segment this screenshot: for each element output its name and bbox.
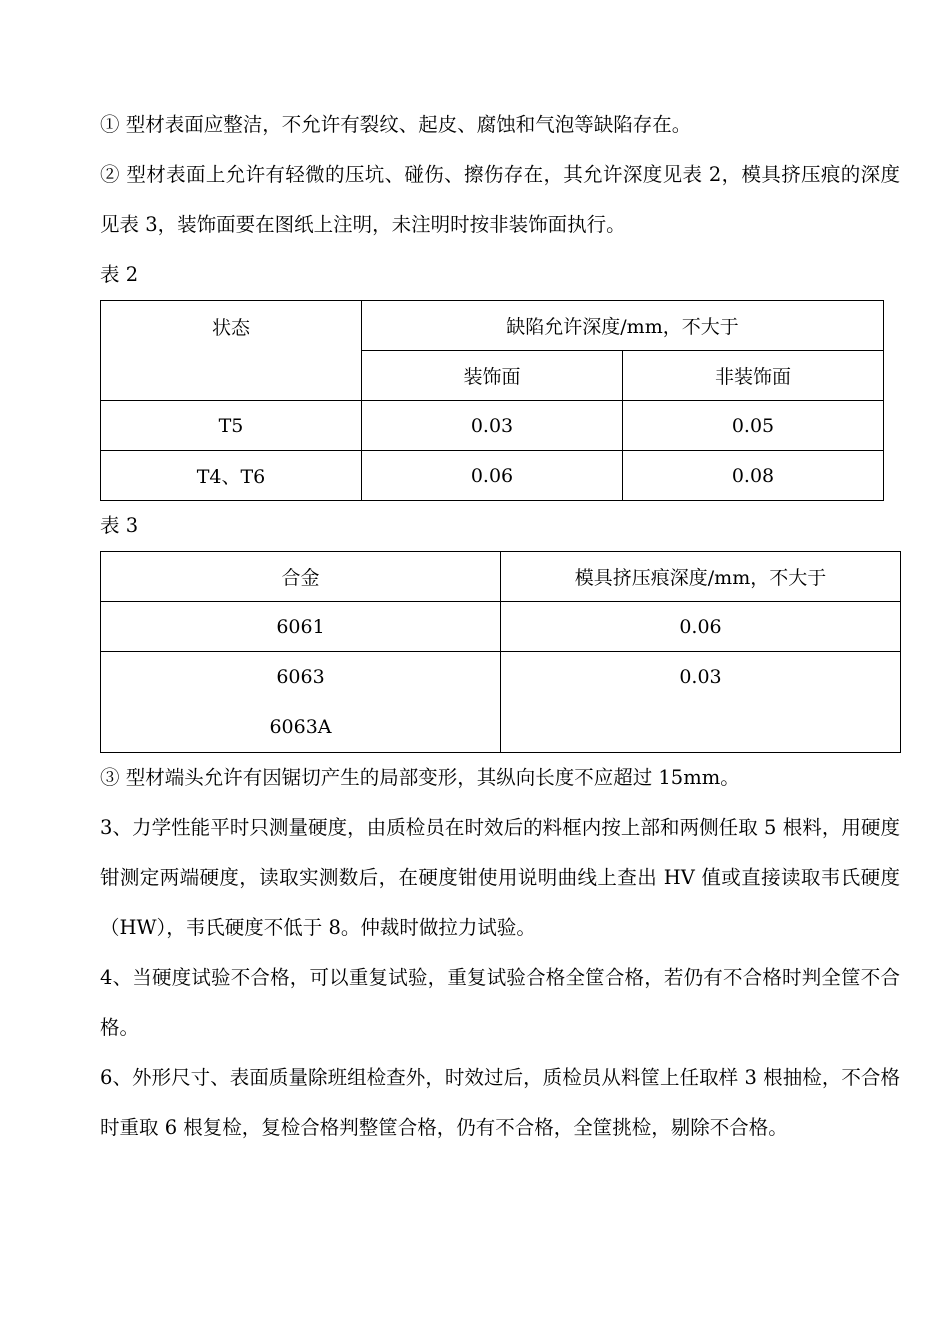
table2-caption: 表 2	[100, 263, 139, 286]
table3-caption: 表 3	[100, 514, 139, 537]
table2-cell-decorative: 0.06	[362, 451, 623, 501]
table-row	[101, 552, 901, 602]
table-row	[101, 652, 901, 753]
table3-cell-alloy: 6061	[101, 602, 501, 652]
table2-cell-nondecorative: 0.08	[623, 451, 884, 501]
paragraph-surface-defects: ② 型材表面上允许有轻微的压坑、碰伤、擦伤存在，其允许深度见表 2，模具挤压痕的深度见表 3，装饰面要在图纸上注明，未注明时按非装饰面执行。	[100, 163, 900, 236]
table-row	[101, 602, 901, 652]
table3-depth-value: 0.03	[679, 666, 722, 688]
table2-cell-state: T4、T6	[101, 451, 362, 501]
table-row	[101, 451, 884, 501]
table2-subheader-decorative: 装饰面	[362, 351, 623, 401]
table2-header-state: 状态	[101, 301, 362, 401]
table2-defect-depth	[100, 300, 884, 501]
table2-cell-nondecorative: 0.05	[623, 401, 884, 451]
table3-alloy-6063: 6063	[276, 666, 325, 688]
paragraph-surface-clean: ① 型材表面应整洁，不允许有裂纹、起皮、腐蚀和气泡等缺陷存在。	[100, 113, 692, 136]
table3-header-depth: 模具挤压痕深度/mm，不大于	[501, 552, 901, 602]
table-row	[101, 301, 884, 351]
document-page	[100, 100, 900, 1153]
table2-cell-state: T5	[101, 401, 362, 451]
table2-subheader-nondecorative: 非装饰面	[623, 351, 884, 401]
table3-cell-alloy-group	[101, 652, 501, 753]
table2-header-depth: 缺陷允许深度/mm，不大于	[362, 301, 884, 351]
table-row	[101, 401, 884, 451]
table3-cell-depth	[501, 652, 901, 753]
table2-cell-decorative: 0.03	[362, 401, 623, 451]
paragraph-retest: 4、当硬度试验不合格，可以重复试验，重复试验合格全筐合格，若仍有不合格时判全筐不合格。	[100, 966, 900, 1039]
paragraph-end-deformation: ③ 型材端头允许有因锯切产生的局部变形，其纵向长度不应超过 15mm。	[100, 766, 740, 789]
table3-alloy-6063a: 6063A	[269, 716, 332, 738]
paragraph-dimension-check: 6、外形尺寸、表面质量除班组检查外，时效过后，质检员从料筐上任取样 3 根抽检，不合格时重取 6 根复检，复检合格判整筐合格，仍有不合格，全筐挑检，剔除不合格。	[100, 1066, 900, 1139]
table3-cell-depth: 0.06	[501, 602, 901, 652]
table3-header-alloy: 合金	[101, 552, 501, 602]
paragraph-hardness-test: 3、力学性能平时只测量硬度，由质检员在时效后的料框内按上部和两侧任取 5 根料，用硬度钳测定两端硬度，读取实测数后，在硬度钳使用说明曲线上查出 HV 值或直接读取韦氏硬度（HW），韦氏硬度不低于 8。仲裁时做拉力试验。	[100, 816, 900, 939]
table3-extrusion-depth	[100, 551, 901, 753]
